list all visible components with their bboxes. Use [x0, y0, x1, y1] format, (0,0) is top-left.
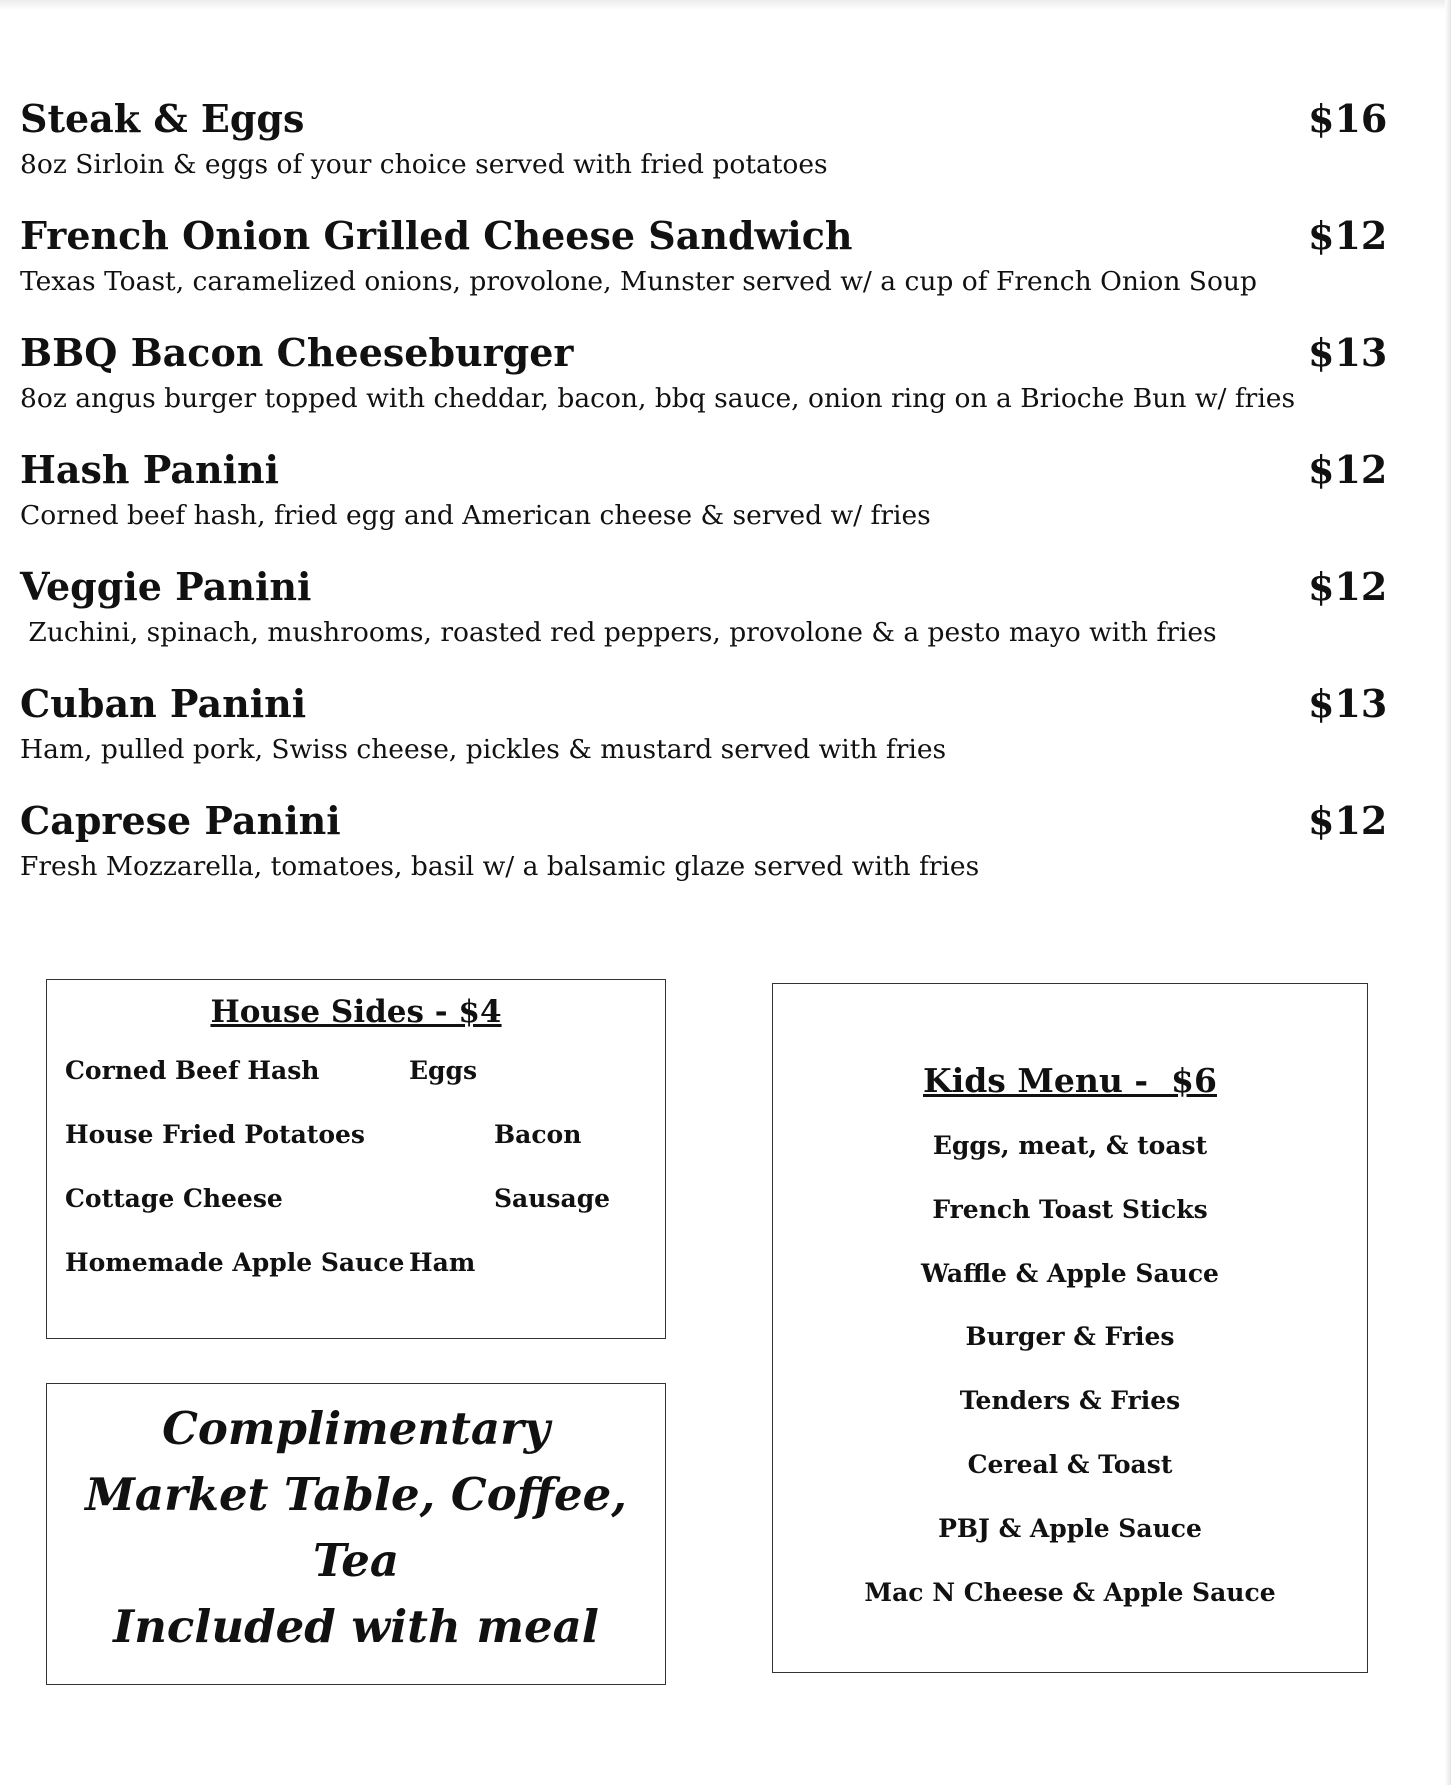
kids-menu-item: Burger & Fries	[965, 1322, 1175, 1352]
side-item: Homemade Apple Sauce	[65, 1248, 405, 1277]
kids-menu-list	[773, 1128, 1367, 1638]
menu-item-name: BBQ Bacon Cheeseburger	[20, 330, 574, 375]
kids-menu-item: Eggs, meat, & toast	[932, 1131, 1208, 1160]
complimentary-box	[46, 1383, 666, 1685]
menu-item-price: $12	[1308, 798, 1388, 843]
menu-item	[20, 443, 1388, 560]
kids-menu-item: Tenders & Fries	[959, 1386, 1181, 1416]
menu-item-price: $13	[1308, 681, 1388, 726]
menu-item-price: $12	[1308, 213, 1388, 258]
side-item: House Fried Potatoes	[65, 1120, 365, 1149]
side-item: Corned Beef Hash	[65, 1056, 320, 1085]
menu-item	[20, 677, 1388, 794]
page-right-edge	[1445, 0, 1451, 1785]
complimentary-text	[47, 1396, 665, 1660]
menu-items-list	[20, 92, 1388, 911]
menu-item-name: Cuban Panini	[20, 681, 307, 726]
kids-menu-box	[772, 983, 1368, 1673]
menu-item-name: Hash Panini	[20, 447, 280, 492]
menu-item-description: 8oz Sirloin & eggs of your choice served with fried potatoes	[20, 149, 828, 180]
house-sides-box	[46, 979, 666, 1339]
menu-item-description: Fresh Mozzarella, tomatoes, basil w/ a balsamic glaze served with fries	[20, 851, 980, 882]
menu-item-name: Steak & Eggs	[20, 96, 305, 141]
side-item: Ham	[409, 1248, 476, 1277]
side-item: Bacon	[494, 1120, 582, 1149]
house-sides-title: House Sides - $4	[210, 994, 502, 1030]
menu-item	[20, 209, 1388, 326]
side-item: Eggs	[409, 1056, 478, 1085]
menu-item-description: Texas Toast, caramelized onions, provolone, Munster served w/ a cup of French Onion Soup	[20, 266, 1257, 297]
menu-item-description: Corned beef hash, fried egg and American cheese & served w/ fries	[20, 500, 931, 531]
menu-item-description: Zuchini, spinach, mushrooms, roasted red peppers, provolone & a pesto mayo with fries	[20, 617, 1217, 648]
kids-menu-title: Kids Menu - $6	[923, 1061, 1217, 1100]
menu-item-description: Ham, pulled pork, Swiss cheese, pickles & mustard served with fries	[20, 734, 947, 765]
side-item: Sausage	[494, 1184, 611, 1213]
side-item: Cottage Cheese	[65, 1184, 283, 1213]
menu-item	[20, 92, 1388, 209]
complimentary-line: Complimentary	[162, 1402, 550, 1455]
menu-item	[20, 794, 1388, 911]
kids-menu-item: Mac N Cheese & Apple Sauce	[864, 1577, 1276, 1607]
kids-menu-item: Cereal & Toast	[967, 1449, 1173, 1479]
complimentary-line: Market Table, Coffee, Tea	[85, 1468, 627, 1587]
menu-item	[20, 560, 1388, 677]
kids-menu-item: Waffle & Apple Sauce	[921, 1258, 1219, 1288]
menu-item-price: $16	[1308, 96, 1388, 141]
page-top-shadow	[0, 0, 1451, 10]
menu-item-price: $13	[1308, 330, 1388, 375]
kids-menu-item: PBJ & Apple Sauce	[938, 1513, 1202, 1543]
menu-item-description: 8oz angus burger topped with cheddar, bacon, bbq sauce, onion ring on a Brioche Bun w/ fries	[20, 383, 1296, 414]
kids-menu-item: French Toast Sticks	[932, 1194, 1208, 1224]
complimentary-line: Included with meal	[113, 1600, 599, 1653]
menu-item-name: Caprese Panini	[20, 798, 341, 843]
menu-item-price: $12	[1308, 447, 1388, 492]
menu-item	[20, 326, 1388, 443]
menu-item-price: $12	[1308, 564, 1388, 609]
menu-item-name: Veggie Panini	[20, 564, 312, 609]
menu-item-name: French Onion Grilled Cheese Sandwich	[20, 213, 853, 258]
